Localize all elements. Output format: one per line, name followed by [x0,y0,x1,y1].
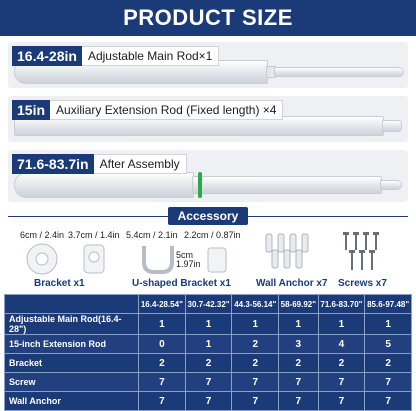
table-header-cell: 71.6-83.70" [318,295,365,314]
table-row [5,373,412,392]
table-cell: 1 [185,314,232,335]
rod-label-assembled [12,154,187,174]
u-bracket-dim-4: 1.97in [176,259,201,269]
rod-desc: After Assembly [94,154,187,174]
table-cell: 2 [185,354,232,373]
row-label: Wall Anchor [5,392,139,411]
rod-label-extension [12,100,283,120]
accessory-title: Accessory [168,207,248,225]
table-header-cell: 58-69.92" [279,295,318,314]
u-bracket-dim-3: 5cm [176,250,194,260]
bracket-dim-1: 6cm / 2.4in [20,230,65,240]
table-cell: 0 [139,335,186,354]
table-cell: 2 [232,335,279,354]
table-cell: 4 [318,335,365,354]
joint-marker [198,172,202,198]
table-cell: 1 [279,314,318,335]
rod-panel-assembled [8,150,408,202]
table-cell: 7 [232,373,279,392]
quantity-table [4,294,412,411]
table-cell: 1 [139,314,186,335]
row-label: Screw [5,373,139,392]
table-cell: 3 [279,335,318,354]
u-bracket-dim-1: 5.4cm / 2.1in [126,230,178,240]
table-cell: 7 [185,392,232,411]
accessory-u-bracket [124,226,254,292]
table-header-cell: 44.3-56.14" [232,295,279,314]
table-cell: 1 [365,314,412,335]
row-label: 15-inch Extension Rod [5,335,139,354]
rod-tube [274,67,404,77]
table-cell: 7 [318,392,365,411]
u-bracket-dim-2: 2.2cm / 0.87in [184,230,241,240]
table-cell: 7 [139,392,186,411]
table-cell: 7 [279,373,318,392]
table-cell: 7 [279,392,318,411]
table-header-cell [5,295,139,314]
table-cell: 2 [279,354,318,373]
accessory-screws [336,226,416,292]
table-cell: 7 [185,373,232,392]
table-cell: 7 [318,373,365,392]
table-header-cell: 30.7-42.32" [185,295,232,314]
rod-panel-main [8,42,408,88]
table-row [5,392,412,411]
table-cell: 2 [318,354,365,373]
screw-icon [340,230,408,272]
table-row [5,314,412,335]
table-header-row [5,295,412,314]
table-header-cell: 16.4-28.54" [139,295,186,314]
table-cell: 1 [318,314,365,335]
row-label: Adjustable Main Rod(16.4-28") [5,314,139,335]
table-cell: 1 [185,335,232,354]
screws-label: Screws x7 [338,278,387,289]
table-cell: 7 [365,373,412,392]
table-cell: 7 [139,373,186,392]
rod-size: 16.4-28in [12,46,82,66]
rod-desc: Auxiliary Extension Rod (Fixed length) ×4 [50,100,283,120]
bracket-dim-2: 3.7cm / 1.4in [68,230,120,240]
accessory-bracket [0,226,120,292]
table-cell: 7 [232,392,279,411]
wall-anchor-label: Wall Anchor x7 [256,278,328,289]
table-header-cell: 85.6-97.48" [365,295,412,314]
rod-label-main [12,46,219,66]
rod-size: 71.6-83.7in [12,154,94,174]
rod-tip [382,120,402,132]
table-cell: 1 [232,314,279,335]
u-bracket-label: U-shaped Bracket x1 [132,278,231,289]
table-cell: 2 [365,354,412,373]
wall-anchor-icon [262,230,326,270]
bracket-label: Bracket x1 [34,278,85,289]
accessory-wall-anchor [256,226,332,292]
table-row [5,335,412,354]
table-cell: 2 [232,354,279,373]
header-banner [0,0,416,36]
accessory-heading [0,206,416,226]
page-title: PRODUCT SIZE [123,5,293,30]
rod-desc: Adjustable Main Rod×1 [82,46,219,66]
rod-tube [192,176,382,194]
rod-size: 15in [12,100,50,120]
rod-tip [380,180,402,190]
bracket-icon [24,242,114,276]
table-cell: 7 [365,392,412,411]
assembled-rod-image [14,172,194,198]
table-cell: 2 [139,354,186,373]
table-row [5,354,412,373]
table-cell: 5 [365,335,412,354]
row-label: Bracket [5,354,139,373]
rod-panel-extension [8,96,408,142]
